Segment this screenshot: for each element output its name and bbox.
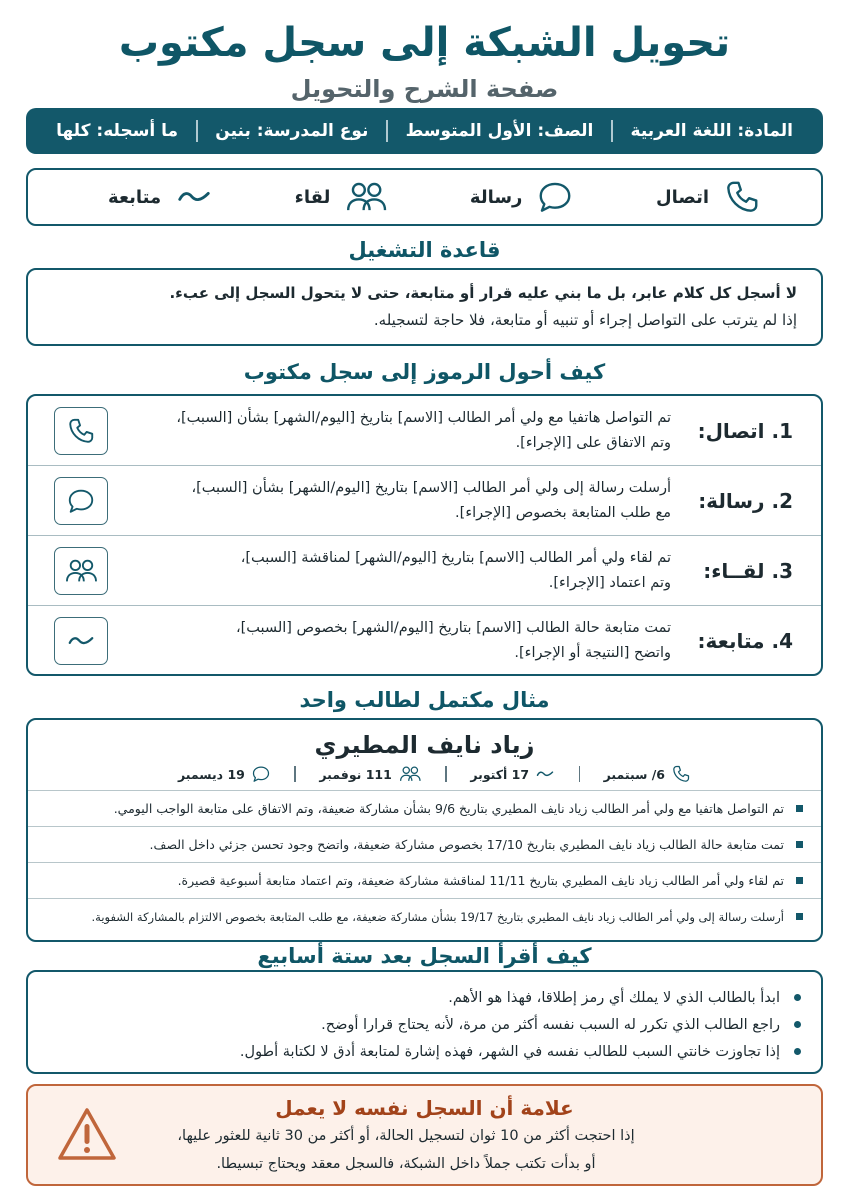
howto-row-call: [28, 396, 821, 466]
howto-label: 1. اتصال:: [697, 419, 793, 443]
followup-icon: [535, 764, 555, 784]
meeting-icon: [344, 178, 388, 216]
example-title: مثال مكتمل لطالب واحد: [299, 688, 550, 712]
bullet-square: [796, 877, 803, 884]
symbol-label: لقاء: [294, 186, 331, 208]
date-text: 19 ديسمبر: [178, 766, 245, 782]
read-item-text: إذا تجاوزت خانتي السبب للطالب نفسه في الشهر، فهذه إشارة لمتابعة أدق لا لكتابة أطول.: [239, 1043, 780, 1060]
message-icon: [66, 486, 96, 516]
date-followup: [470, 764, 555, 784]
symbol-message: [470, 178, 575, 216]
howto-line: وتم الاتفاق على [الإجراء].: [515, 435, 671, 451]
divider: [611, 120, 613, 142]
date-text: 111 نوفمبر: [319, 766, 392, 782]
symbols-legend: [26, 168, 823, 226]
bullet-dot: [794, 994, 801, 1001]
howto-text: [151, 616, 671, 666]
page-title: تحويل الشبكة إلى سجل مكتوب: [118, 20, 731, 66]
date-meeting: [319, 764, 421, 784]
grade-field: الصف: الأول المتوسط: [405, 121, 594, 141]
message-icon: [536, 178, 574, 216]
bullet-square: [796, 805, 803, 812]
info-bar: [26, 108, 823, 154]
read-item-text: راجع الطالب الذي تكرر له السبب نفسه أكثر من مرة، لأنه يحتاج قرارا أوضح.: [321, 1016, 780, 1033]
date-text: 6/ سبتمبر: [603, 766, 665, 782]
example-line-text: تم التواصل هاتفيا مع ولي أمر الطالب زياد نايف المطيري بتاريخ 9/6 بشأن مشاركة ضعيفة، وتم الاتفاق على متابعة الواجب اليومي.: [113, 801, 784, 816]
read-item: [48, 1011, 801, 1038]
symbol-label: اتصال: [655, 186, 709, 208]
message-icon: [251, 764, 271, 784]
read-item: [48, 984, 801, 1011]
divider: [579, 766, 581, 782]
read-title: كيف أقرأ السجل بعد ستة أسابيع: [257, 944, 592, 968]
phone-icon: [723, 178, 761, 216]
example-line-text: تمت متابعة حالة الطالب زياد نايف المطيري بتاريخ 17/10 بخصوص مشاركة ضعيفة، واتضح وجود تحسن جزئي داخل الصف.: [149, 837, 784, 852]
record-field: ما أسجله: كلها: [56, 121, 179, 141]
read-item: [48, 1038, 801, 1065]
howto-line: تم لقاء ولي أمر الطالب [الاسم] بتاريخ [اليوم/الشهر] لمناقشة [السبب]،: [240, 550, 671, 566]
bullet-square: [796, 841, 803, 848]
howto-line: واتضح [النتيجة أو الإجراء].: [514, 645, 671, 661]
howto-row-meeting: [28, 536, 821, 606]
read-item-text: ابدأ بالطالب الذي لا يملك أي رمز إطلاقا، فهذا هو الأهم.: [448, 989, 780, 1006]
phone-icon: [66, 416, 96, 446]
date-text: 17 أكتوبر: [470, 766, 530, 782]
howto-label: 2. رسالة:: [698, 489, 793, 513]
example-box: [26, 718, 823, 942]
howto-label: 4. متابعة:: [697, 629, 793, 653]
howto-text: [151, 476, 671, 526]
followup-icon: [66, 626, 96, 656]
howto-label: 3. لقــاء:: [703, 559, 793, 583]
read-box: [26, 970, 823, 1074]
howto-line: تمت متابعة حالة الطالب [الاسم] بتاريخ [اليوم/الشهر] بخصوص [السبب]،: [235, 620, 671, 636]
howto-icon-box: [54, 547, 108, 595]
howto-row-message: [28, 466, 821, 536]
howto-icon-box: [54, 617, 108, 665]
example-line: [28, 826, 821, 862]
divider: [294, 766, 296, 782]
rule-line-2: إذا لم يترتب على التواصل إجراء أو تنبيه أو متابعة، فلا حاجة لتسجيله.: [373, 311, 797, 329]
howto-icon-box: [54, 407, 108, 455]
meeting-icon: [64, 556, 98, 586]
phone-icon: [671, 764, 691, 784]
howto-line: تم التواصل هاتفيا مع ولي أمر الطالب [الاسم] بتاريخ [اليوم/الشهر] بشأن [السبب]،: [176, 410, 671, 426]
date-message: [178, 764, 271, 784]
howto-title: كيف أحول الرموز إلى سجل مكتوب: [243, 360, 606, 384]
followup-icon: [175, 178, 213, 216]
bullet-square: [796, 913, 803, 920]
divider: [445, 766, 447, 782]
date-call: [604, 764, 691, 784]
rule-box: [26, 268, 823, 346]
page-subtitle: صفحة الشرح والتحويل: [290, 75, 559, 103]
warning-title: علامة أن السجل نفسه لا يعمل: [275, 1096, 574, 1120]
divider: [196, 120, 198, 142]
rule-line-1: لا أسجل كل كلام عابر، بل ما بني عليه قرار أو متابعة، حتى لا يتحول السجل إلى عبء.: [169, 284, 797, 302]
meeting-icon: [398, 764, 422, 784]
howto-row-followup: [28, 606, 821, 676]
warning-line-2: أو بدأت تكتب جملاً داخل الشبكة، فالسجل معقد ويحتاج تبسيطا.: [216, 1156, 596, 1172]
symbol-call: [656, 178, 761, 216]
warning-box: [26, 1084, 823, 1186]
rule-title: قاعدة التشغيل: [348, 238, 501, 262]
subject-field: المادة: اللغة العربية: [630, 121, 793, 141]
symbol-followup: [108, 178, 213, 216]
symbol-label: رسالة: [469, 186, 523, 208]
symbol-label: متابعة: [108, 186, 162, 208]
warning-line-1: إذا احتجت أكثر من 10 ثوان لتسجيل الحالة، أو أكثر من 30 ثانية للعثور عليها،: [177, 1128, 635, 1144]
example-line-text: تم لقاء ولي أمر الطالب زياد نايف المطيري بتاريخ 11/11 لمناقشة مشاركة ضعيفة، وتم اعتماد متابعة أسبوعية قصيرة.: [177, 873, 784, 888]
howto-icon-box: [54, 477, 108, 525]
example-line-text: أرسلت رسالة إلى ولي أمر الطالب زياد نايف المطيري بتاريخ 19/17 بشأن مشاركة ضعيفة، مع طلب المتابعة بخصوص الالتزام بالمشاركة الشفوية.: [91, 909, 784, 924]
example-dates: [178, 762, 691, 786]
howto-table: [26, 394, 823, 676]
school-field: نوع المدرسة: بنين: [215, 121, 369, 141]
example-line: [28, 862, 821, 898]
student-name: زياد نايف المطيري: [314, 731, 535, 759]
howto-text: [151, 406, 671, 456]
howto-line: وتم اعتماد [الإجراء].: [548, 575, 671, 591]
example-line: [28, 790, 821, 826]
bullet-dot: [794, 1048, 801, 1055]
howto-text: [151, 546, 671, 596]
bullet-dot: [794, 1021, 801, 1028]
howto-line: مع طلب المتابعة بخصوص [الإجراء].: [455, 505, 671, 521]
symbol-meeting: [295, 178, 389, 216]
howto-line: أرسلت رسالة إلى ولي أمر الطالب [الاسم] بتاريخ [اليوم/الشهر] بشأن [السبب]،: [191, 480, 671, 496]
example-line: [28, 898, 821, 934]
warning-icon: [56, 1106, 118, 1162]
divider: [386, 120, 388, 142]
